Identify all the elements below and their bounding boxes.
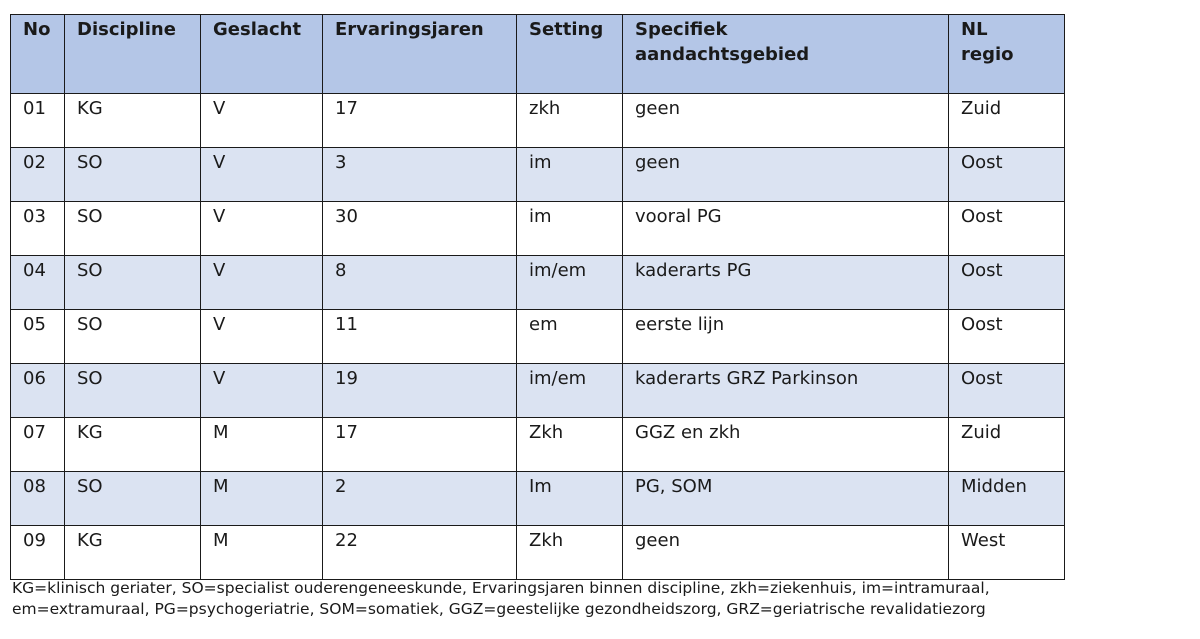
header-regio [949,15,1065,94]
cell-no: 02 [11,148,65,202]
table-row [11,202,1065,256]
cell-aandachtsgebied: geen [623,94,949,148]
cell-aandachtsgebied: eerste lijn [623,310,949,364]
cell-ervaringsjaren: 2 [323,472,517,526]
cell-setting: em [517,310,623,364]
cell-setting: Im [517,472,623,526]
cell-setting: im/em [517,364,623,418]
header-ervaringsjaren: Ervaringsjaren [323,15,517,94]
cell-geslacht: V [201,148,323,202]
cell-geslacht: V [201,94,323,148]
header-aandachtsgebied-line1: Specifiek [635,19,728,40]
header-aandachtsgebied [623,15,949,94]
cell-no: 06 [11,364,65,418]
table-row [11,94,1065,148]
cell-geslacht: V [201,256,323,310]
table-row [11,256,1065,310]
table-header-row [11,15,1065,94]
cell-no: 03 [11,202,65,256]
cell-discipline: KG [65,526,201,580]
cell-discipline: KG [65,418,201,472]
table-legend [12,578,1197,620]
header-no: No [11,15,65,94]
cell-aandachtsgebied: geen [623,526,949,580]
cell-aandachtsgebied: kaderarts GRZ Parkinson [623,364,949,418]
header-setting: Setting [517,15,623,94]
cell-setting: im [517,202,623,256]
header-regio-line2: regio [961,44,1014,65]
cell-discipline: SO [65,472,201,526]
cell-no: 05 [11,310,65,364]
cell-geslacht: M [201,472,323,526]
header-aandachtsgebied-line2: aandachtsgebied [635,44,810,65]
cell-discipline: SO [65,148,201,202]
cell-ervaringsjaren: 11 [323,310,517,364]
cell-regio: West [949,526,1065,580]
cell-no: 01 [11,94,65,148]
cell-geslacht: V [201,310,323,364]
table-row [11,148,1065,202]
cell-discipline: SO [65,202,201,256]
participants-table [10,14,1065,580]
cell-no: 04 [11,256,65,310]
cell-ervaringsjaren: 3 [323,148,517,202]
legend-line-2: em=extramuraal, PG=psychogeriatrie, SOM=somatiek, GGZ=geestelijke gezondheidszorg, GRZ=geriatrische revalidatiezorg [12,600,986,618]
cell-discipline: SO [65,256,201,310]
cell-regio: Oost [949,256,1065,310]
cell-aandachtsgebied: kaderarts PG [623,256,949,310]
cell-ervaringsjaren: 22 [323,526,517,580]
table-row [11,310,1065,364]
table-row [11,526,1065,580]
cell-aandachtsgebied: PG, SOM [623,472,949,526]
cell-discipline: SO [65,364,201,418]
cell-regio: Zuid [949,418,1065,472]
cell-no: 09 [11,526,65,580]
cell-regio: Oost [949,364,1065,418]
cell-regio: Zuid [949,94,1065,148]
cell-ervaringsjaren: 17 [323,94,517,148]
cell-aandachtsgebied: GGZ en zkh [623,418,949,472]
cell-regio: Midden [949,472,1065,526]
cell-ervaringsjaren: 30 [323,202,517,256]
header-regio-line1: NL [961,19,988,40]
cell-setting: Zkh [517,526,623,580]
cell-regio: Oost [949,202,1065,256]
table-row [11,418,1065,472]
cell-setting: Zkh [517,418,623,472]
cell-setting: im/em [517,256,623,310]
cell-setting: im [517,148,623,202]
table-row [11,472,1065,526]
cell-aandachtsgebied: vooral PG [623,202,949,256]
cell-ervaringsjaren: 8 [323,256,517,310]
cell-discipline: KG [65,94,201,148]
cell-ervaringsjaren: 19 [323,364,517,418]
cell-geslacht: M [201,526,323,580]
cell-ervaringsjaren: 17 [323,418,517,472]
header-discipline: Discipline [65,15,201,94]
cell-regio: Oost [949,310,1065,364]
cell-setting: zkh [517,94,623,148]
cell-no: 08 [11,472,65,526]
cell-geslacht: V [201,364,323,418]
table-row [11,364,1065,418]
header-geslacht: Geslacht [201,15,323,94]
cell-regio: Oost [949,148,1065,202]
cell-no: 07 [11,418,65,472]
cell-geslacht: V [201,202,323,256]
cell-aandachtsgebied: geen [623,148,949,202]
cell-discipline: SO [65,310,201,364]
legend-line-1: KG=klinisch geriater, SO=specialist ouderengeneeskunde, Ervaringsjaren binnen discipline, zkh=ziekenhuis, im=intramuraal, [12,579,990,597]
cell-geslacht: M [201,418,323,472]
